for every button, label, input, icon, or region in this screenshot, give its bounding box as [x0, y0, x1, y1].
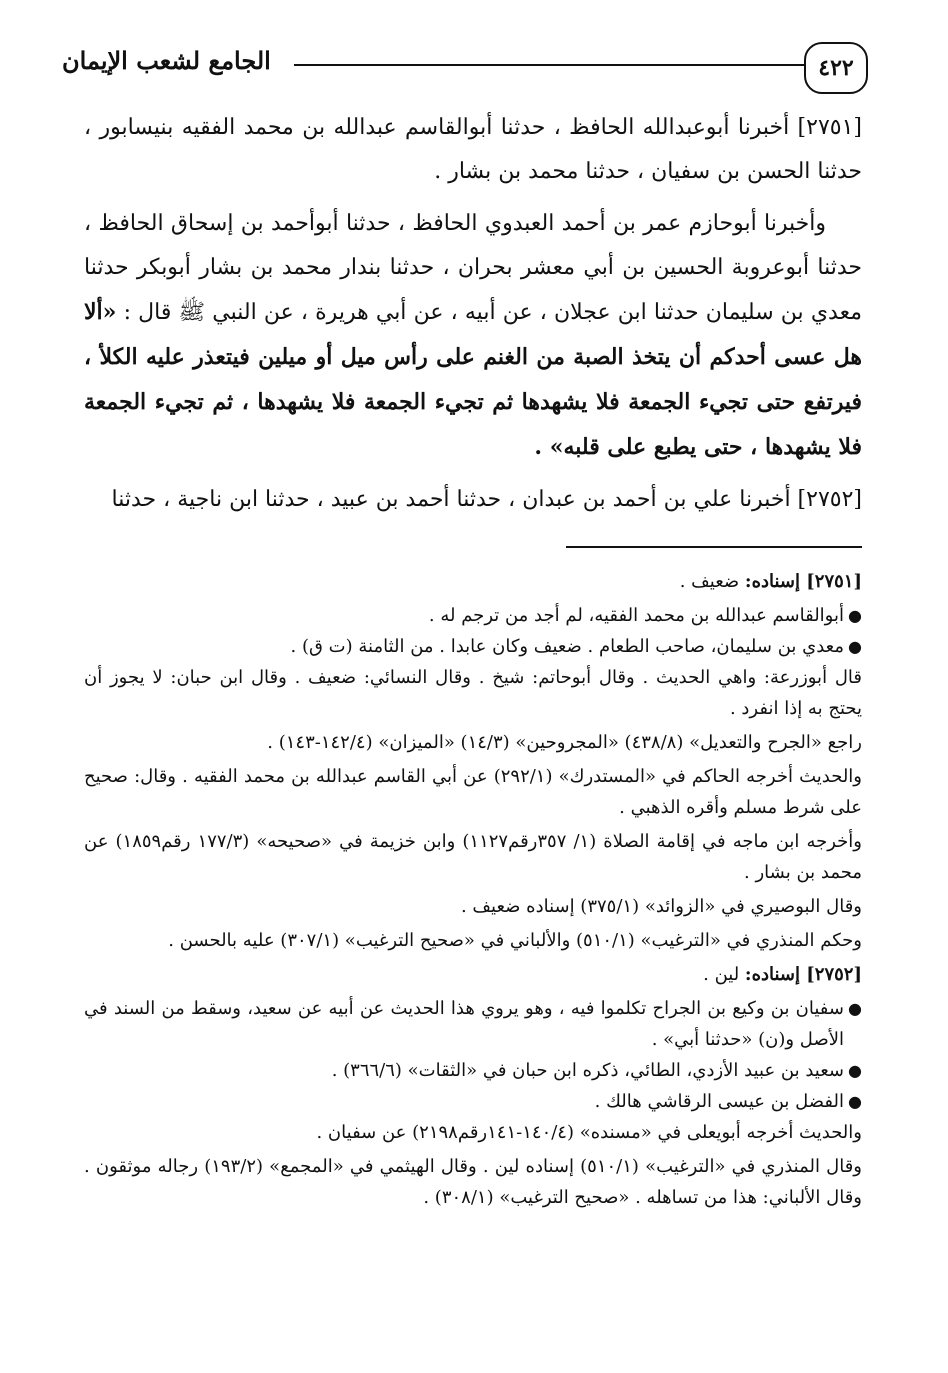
- note-2751-para: والحديث أخرجه الحاكم في «المستدرك» (٢٩٢/١) عن أبي القاسم عبدالله بن محمد الفقيه . وقال: صحيح على شرط مسلم وأقره الذهبي .: [84, 766, 862, 818]
- note-2752-label: [٢٧٥٢] إسناده:: [744, 964, 862, 985]
- hadith-2751-narration: وأخبرنا أبوحازم عمر بن أحمد العبدوي الحافظ ، حدثنا أبوأحمد بن إسحاق الحافظ ، حدثنا أبوعروبة الحسين بن أبي معشر بحران ، حدثنا بندار محمد بن بشار أبوبكر حدثنا معدي بن سليمان حدثنا ابن عجلان ، عن أبيه ، عن أبي هريرة ، عن النبي ﷺ قال :: [84, 211, 862, 325]
- page-header: [62, 42, 868, 98]
- note-2751-para: وقال البوصيري في «الزوائد» (٣٧٥/١) إسناده ضعيف .: [460, 896, 862, 917]
- note-2751-para: وأخرجه ابن ماجه في إقامة الصلاة (١/ ٣٥٧رقم١١٢٧) وابن خزيمة في «صحيحه» (١٧٧/٣ رقم١٨٥٩) عن محمد بن بشار .: [84, 831, 862, 883]
- book-title: الجامع لشعب الإيمان: [62, 46, 271, 75]
- page-number: ٤٢٢: [804, 42, 868, 94]
- bullet-icon: ●: [848, 637, 862, 656]
- note-2751-label: [٢٧٥١] إسناده:: [744, 571, 862, 592]
- note-2752-heading: [84, 959, 862, 990]
- footnotes: [84, 566, 862, 1216]
- bullet-icon: ●: [848, 999, 862, 1018]
- footnote-separator: [566, 546, 862, 548]
- hadith-2751-second-chain: [84, 202, 862, 470]
- note-2751-grade: ضعيف .: [679, 571, 740, 592]
- bullet-icon: ●: [848, 1092, 862, 1111]
- note-2752-para: وقال المنذري في «الترغيب» (٥١٠/١) إسناده لين . وقال الهيثمي في «المجمع» (١٩٣/٢) رجاله موثقون . وقال الألباني: هذا من تساهله . «صحيح الترغيب» (٣٠٨/١) .: [84, 1156, 863, 1208]
- main-text: [84, 106, 862, 530]
- list-item: ● معدي بن سليمان، صاحب الطعام . ضعيف وكان عابدا . من الثامنة (ت ق) .: [84, 631, 862, 662]
- note-2752-grade: لين .: [703, 964, 740, 985]
- hadith-2751-matn: «ألا هل عسى أحدكم أن يتخذ الصبة من الغنم على رأس ميل أو ميلين فيتعذر عليه الكلأ ، فيرتفع حتى تجيء الجمعة فلا يشهدها ثم تجيء الجمعة فلا يشهدها ، ثم تجيء الجمعة فلا يشهدها ، حتى يطبع على قلبه» .: [84, 299, 862, 460]
- note-2751-para: قال أبوزرعة: واهي الحديث . وقال أبوحاتم: شيخ . وقال النسائي: ضعيف . وقال ابن حبان: لا يجوز أن يحتج به إذا انفرد .: [84, 667, 862, 719]
- bullet-icon: ●: [848, 606, 862, 625]
- list-item: ● سعيد بن عبيد الأزدي، الطائي، ذكره ابن حبان في «الثقات» (٣٦٦/٦) .: [84, 1055, 862, 1086]
- note-2752-narrators: [84, 993, 862, 1117]
- list-item: ● أبوالقاسم عبدالله بن محمد الفقيه، لم أجد من ترجم له .: [84, 600, 862, 631]
- hadith-2751-chain: [٢٧٥١] أخبرنا أبوعبدالله الحافظ ، حدثنا أبوالقاسم عبدالله بن محمد الفقيه بنيسابور ، حدثنا الحسن بن سفيان ، حدثنا محمد بن بشار .: [84, 115, 862, 184]
- hadith-2752-chain: [٢٧٥٢] أخبرنا علي بن أحمد بن عبدان ، حدثنا أحمد بن عبيد ، حدثنا ابن ناجية ، حدثنا: [111, 487, 862, 512]
- note-2751-para: راجع «الجرح والتعديل» (٤٣٨/٨) «المجروحين» (١٤/٣) «الميزان» (١٤٢/٤-١٤٣) .: [267, 732, 862, 753]
- note-2752-para: والحديث أخرجه أبويعلى في «مسنده» (١٤٠/٤-١٤١رقم٢١٩٨) عن سفيان .: [316, 1122, 862, 1143]
- list-item: ● سفيان بن وكيع بن الجراح تكلموا فيه ، وهو يروي هذا الحديث عن أبيه عن سعيد، وسقط من السند في الأصل و(ن) «حدثنا أبي» .: [84, 993, 862, 1055]
- bullet-icon: ●: [848, 1061, 862, 1080]
- header-rule: [294, 64, 804, 66]
- list-item: ● الفضل بن عيسى الرقاشي هالك .: [84, 1086, 862, 1117]
- note-2751-narrators: [84, 600, 862, 662]
- note-2751-heading: [84, 566, 862, 597]
- note-2751-para: وحكم المنذري في «الترغيب» (٥١٠/١) والألباني في «صحيح الترغيب» (٣٠٧/١) عليه بالحسن .: [168, 930, 862, 951]
